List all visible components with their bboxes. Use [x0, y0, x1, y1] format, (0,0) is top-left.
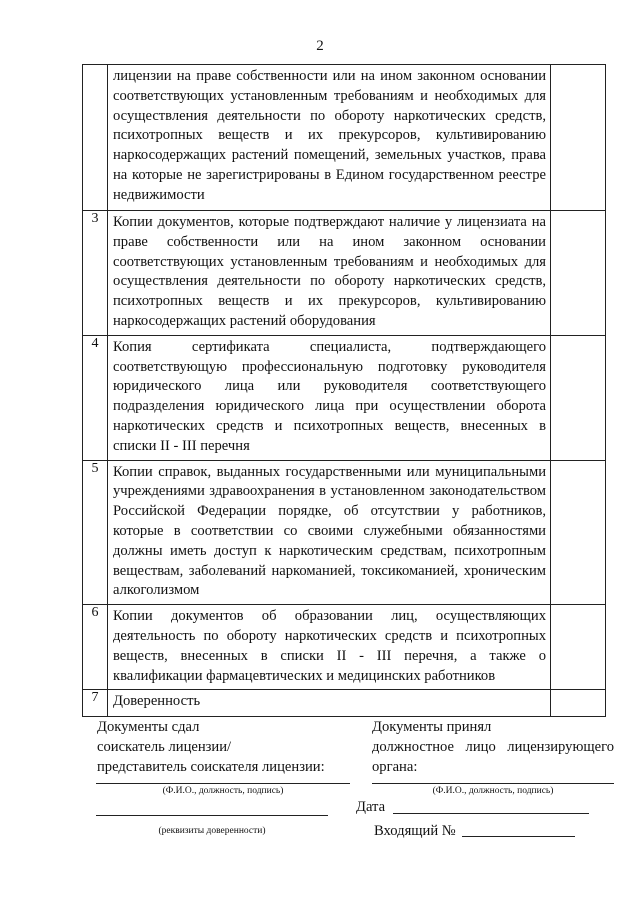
- row-mark-cell: [551, 460, 606, 605]
- row-text-cell: [108, 335, 551, 460]
- authority-label: органа:: [372, 759, 418, 775]
- row-text: Копии документов, которые подтверждают наличие у лицензиата на праве собственности или на ином законном основании соответствующих установленным требованиям и необходимых для осуществления деятельности по обороту наркотических средств, психотропных веществ и их прекурсоров, культивированию наркосодержащих растений оборудования: [113, 214, 546, 329]
- row-mark-cell: [551, 65, 606, 211]
- row-mark-cell: [551, 605, 606, 690]
- table-row: [83, 335, 606, 460]
- proxy-details-line: [96, 815, 328, 816]
- row-text: лицензии на праве собственности или на ином законном основании соответствующих установленным требованиям и необходимых для осуществления деятельности по обороту наркотических средств, психотропных веществ и их прекурсоров, культивированию наркосодержащих растений помещений, земельных участков, права на которые не зарегистрированы в Едином государственном реестре недвижимости: [113, 68, 546, 203]
- page-number: 2: [316, 38, 324, 54]
- row-text-cell: [108, 690, 551, 717]
- row-number: 4: [83, 335, 108, 460]
- documents-table: [82, 64, 606, 717]
- official-fio-caption: (Ф.И.О., должность, подпись): [432, 786, 554, 796]
- row-text: Доверенность: [113, 693, 201, 710]
- table-row: [83, 211, 606, 336]
- row-number: 3: [83, 211, 108, 336]
- official-signature-line: [372, 783, 614, 784]
- row-text: Копия сертификата специалиста, подтверждающего соответствующую профессиональную подготовку руководителя юридического лица или руководителя соответствующего подразделения юридического лица при осуществлении оборота наркотических средств и психотропных веществ, внесенных в списки II - III перечня: [113, 338, 546, 454]
- table-row: [83, 690, 606, 717]
- date-line: [393, 813, 589, 814]
- official-label: должностное лицо лицензирующего: [372, 739, 614, 755]
- row-text-cell: [108, 605, 551, 690]
- applicant-representative-label: представитель соискателя лицензии:: [97, 759, 325, 775]
- row-text-cell: [108, 211, 551, 336]
- row-number: 7: [83, 690, 108, 717]
- proxy-details-caption: (реквизиты доверенности): [158, 826, 266, 836]
- submitted-by-label: Документы сдал: [97, 719, 200, 735]
- received-by-label: Документы принял: [372, 719, 492, 735]
- incoming-number-line: [462, 836, 575, 837]
- date-label: Дата: [356, 799, 386, 815]
- row-number: 5: [83, 460, 108, 605]
- table-row: [83, 605, 606, 690]
- row-text: Копии справок, выданных государственными или муниципальными учреждениями здравоохранения в установленном законодательством Российской Федерации порядке, об отсутствии у работников, которые в соответствии со своими служебными обязанностями должны иметь доступ к наркотическим средствам, психотропным веществам, заболеваний наркоманией, токсикоманией, хроническим алкоголизмом: [113, 463, 546, 599]
- row-mark-cell: [551, 690, 606, 717]
- table-row: [83, 460, 606, 605]
- row-text: Копии документов об образовании лиц, осуществляющих деятельность по обороту наркотических средств и психотропных веществ, внесенных в списки II - III перечня, а также о квалификации фармацевтических и медицинских работников: [113, 608, 546, 684]
- row-mark-cell: [551, 335, 606, 460]
- table-row: [83, 65, 606, 211]
- row-number: 6: [83, 605, 108, 690]
- incoming-number-label: Входящий №: [374, 823, 456, 839]
- applicant-fio-caption: (Ф.И.О., должность, подпись): [162, 786, 284, 796]
- applicant-label: соискатель лицензии/: [97, 739, 232, 755]
- row-text-cell: [108, 65, 551, 211]
- row-mark-cell: [551, 211, 606, 336]
- row-number: [83, 65, 108, 211]
- applicant-signature-line: [96, 783, 350, 784]
- row-text-cell: [108, 460, 551, 605]
